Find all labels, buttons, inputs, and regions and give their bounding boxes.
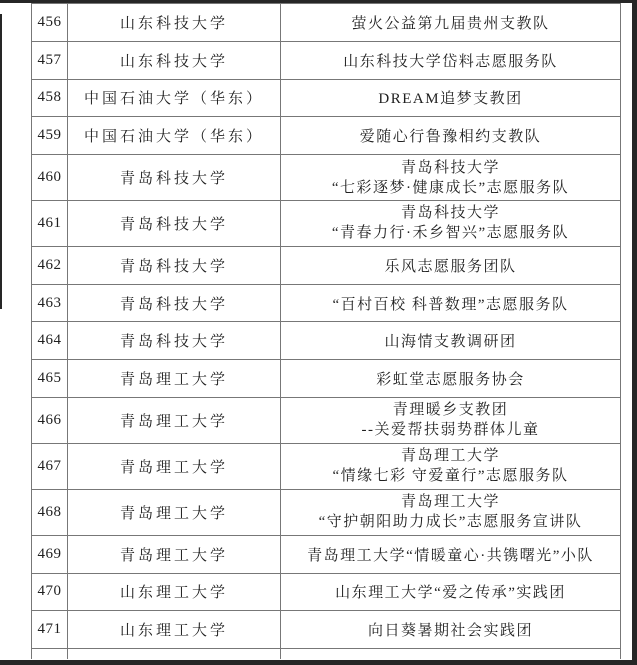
- team-name-line: “青春力行·禾乡智兴”志愿服务队: [331, 225, 570, 242]
- university-cell: 青岛科技大学: [68, 155, 281, 201]
- row-number-cell: 461: [32, 201, 68, 247]
- team-name-line: 山东理工大学“爱之传承”实践团: [335, 585, 566, 602]
- table-body: [32, 4, 621, 649]
- team-name-line: 山海情支教调研团: [384, 334, 517, 351]
- team-name-line: “七彩逐梦·健康成长”志愿服务队: [331, 179, 570, 196]
- team-name-line: 山东科技大学岱料志愿服务队: [343, 53, 558, 70]
- team-name-cell: [281, 284, 621, 322]
- row-number-cell: 464: [32, 322, 68, 360]
- table-row: [32, 443, 621, 489]
- team-name-line: 彩虹堂志愿服务协会: [376, 372, 525, 389]
- clipped-next-row: [32, 649, 621, 659]
- row-number-cell: 456: [32, 4, 68, 42]
- team-name-line: “情缘七彩 守爱童行”志愿服务队: [332, 468, 569, 485]
- table-continuation: [32, 649, 621, 659]
- row-number-cell: 465: [32, 360, 68, 398]
- university-cell: 山东理工大学: [68, 573, 281, 611]
- team-name-cell: [281, 611, 621, 649]
- table-row: [32, 117, 621, 155]
- row-number-cell: 459: [32, 117, 68, 155]
- team-name-line: DREAM追梦支教团: [378, 91, 523, 108]
- team-name-cell: [281, 246, 621, 284]
- team-name-line: “守护朝阳助力成长”志愿服务宣讲队: [318, 514, 583, 531]
- team-name-line: --关爱帮扶弱势群体儿童: [361, 422, 540, 439]
- university-cell: 青岛科技大学: [68, 246, 281, 284]
- team-name-line: 青岛科技大学: [400, 159, 500, 176]
- university-cell: 山东科技大学: [68, 41, 281, 79]
- row-number-cell: 469: [32, 535, 68, 573]
- team-name-cell: [281, 573, 621, 611]
- team-name-cell: [281, 322, 621, 360]
- team-name-line: 青岛科技大学: [400, 205, 500, 222]
- university-cell: 青岛理工大学: [68, 398, 281, 444]
- university-cell: 青岛科技大学: [68, 284, 281, 322]
- scan-edge-bottom: [0, 660, 637, 665]
- university-cell: 青岛科技大学: [68, 322, 281, 360]
- table-row: [32, 360, 621, 398]
- team-name-line: 乐风志愿服务团队: [384, 258, 517, 275]
- university-cell: [68, 649, 281, 659]
- university-cell: 青岛理工大学: [68, 443, 281, 489]
- team-name-cell: [281, 117, 621, 155]
- team-name-cell: [281, 489, 621, 535]
- university-cell: 青岛理工大学: [68, 360, 281, 398]
- scan-edge-left: [0, 14, 2, 309]
- team-name-cell: [281, 649, 621, 659]
- team-name-cell: [281, 443, 621, 489]
- team-name-cell: [281, 201, 621, 247]
- row-number-cell: [32, 649, 68, 659]
- team-name-cell: [281, 155, 621, 201]
- team-name-line: 青岛理工大学: [400, 494, 500, 511]
- university-cell: 青岛科技大学: [68, 201, 281, 247]
- table-row: [32, 4, 621, 42]
- table-row: [32, 535, 621, 573]
- table-row: [32, 284, 621, 322]
- row-number-cell: 467: [32, 443, 68, 489]
- university-cell: 山东理工大学: [68, 611, 281, 649]
- team-name-cell: [281, 79, 621, 117]
- university-cell: 青岛理工大学: [68, 489, 281, 535]
- row-number-cell: 458: [32, 79, 68, 117]
- table-row: [32, 201, 621, 247]
- team-name-line: 青岛理工大学“情暖童心·共镌曙光”小队: [307, 547, 594, 564]
- table-row: [32, 155, 621, 201]
- table-row: [32, 41, 621, 79]
- row-number-cell: 462: [32, 246, 68, 284]
- university-cell: 青岛理工大学: [68, 535, 281, 573]
- university-cell: 中国石油大学（华东）: [68, 117, 281, 155]
- university-cell: 山东科技大学: [68, 4, 281, 42]
- scan-edge-top: [0, 0, 637, 3]
- row-number-cell: 463: [32, 284, 68, 322]
- row-number-cell: 471: [32, 611, 68, 649]
- table-row: [32, 573, 621, 611]
- team-name-line: 青岛理工大学: [400, 448, 500, 465]
- university-cell: 中国石油大学（华东）: [68, 79, 281, 117]
- team-name-line: 萤火公益第九届贵州支教队: [351, 15, 550, 32]
- team-name-cell: [281, 41, 621, 79]
- row-number-cell: 468: [32, 489, 68, 535]
- team-name-cell: [281, 4, 621, 42]
- team-name-cell: [281, 398, 621, 444]
- row-number-cell: 457: [32, 41, 68, 79]
- scan-edge-right: [632, 0, 637, 665]
- team-name-line: 青理暖乡支教团: [392, 402, 509, 419]
- team-name-cell: [281, 535, 621, 573]
- row-number-cell: 470: [32, 573, 68, 611]
- table-row: [32, 398, 621, 444]
- table-row: [32, 611, 621, 649]
- team-name-cell: [281, 360, 621, 398]
- team-name-line: “百村百校 科普数理”志愿服务队: [332, 296, 569, 313]
- row-number-cell: 460: [32, 155, 68, 201]
- table-row: [32, 246, 621, 284]
- table-row: [32, 322, 621, 360]
- team-name-line: 向日葵暑期社会实践团: [367, 623, 533, 640]
- volunteer-team-table: [31, 3, 621, 659]
- row-number-cell: 466: [32, 398, 68, 444]
- table-row: [32, 79, 621, 117]
- team-name-line: 爱随心行鲁豫相约支教队: [359, 129, 542, 146]
- table-row: [32, 489, 621, 535]
